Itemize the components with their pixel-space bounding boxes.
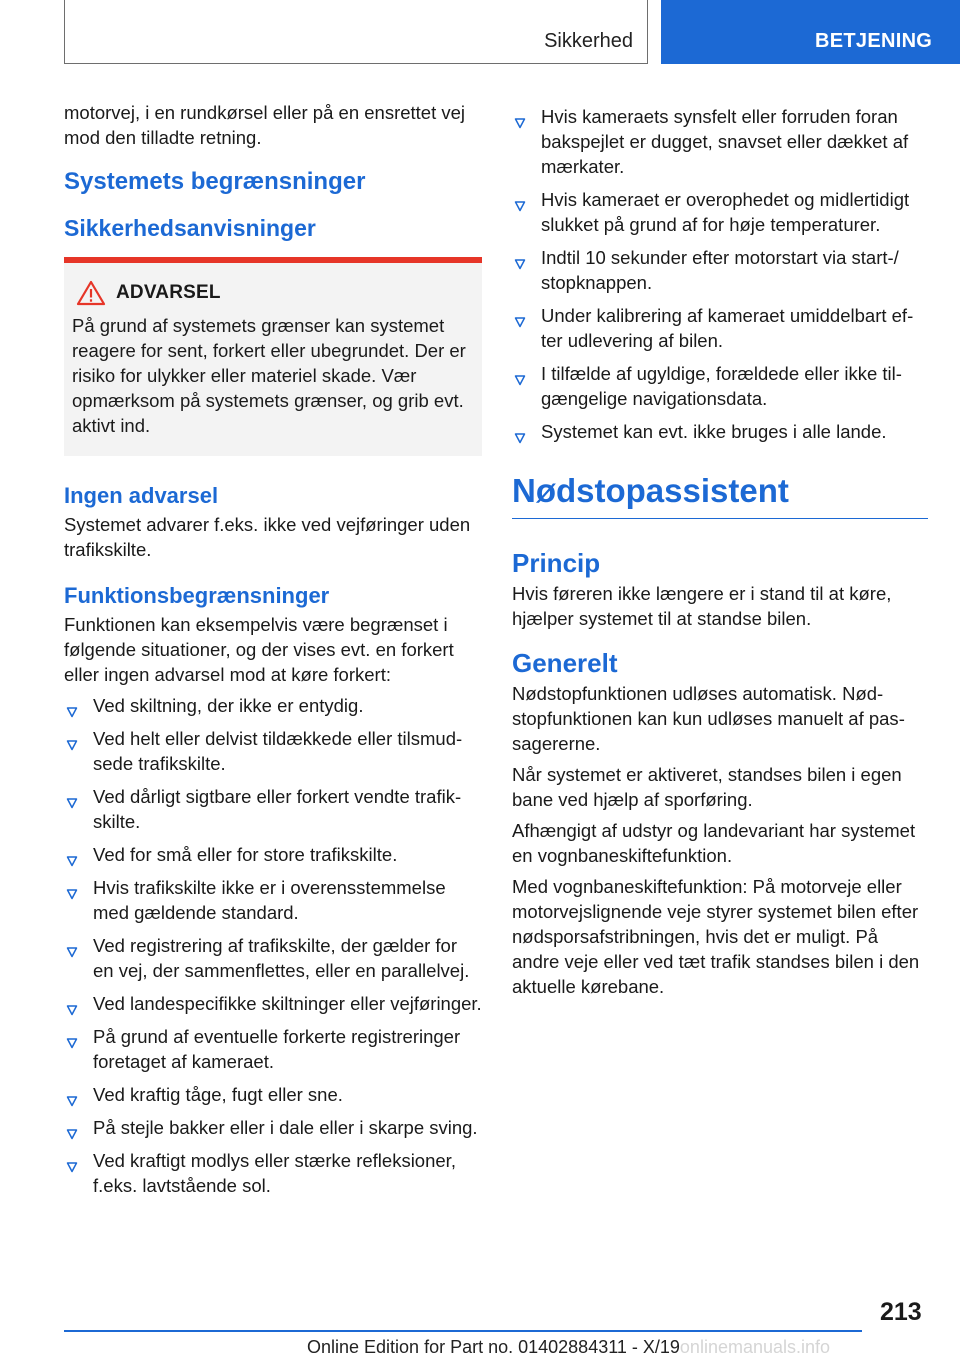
list-item: Systemet kan evt. ikke bruges i alle lande. xyxy=(512,419,928,444)
warning-text: På grund af systemets grænser kan systemet reagere for sent, forkert eller ubegrundet. Der er risiko for ulykker eller materiel skade. Vær opmærksom på systemets grænser, og grib evt. aktivt ind. xyxy=(72,315,466,436)
general-paragraph: Med vognbaneskiftefunktion: På motorveje eller motorvejslignende veje styrer systemet bilen efter nødsporsafstribningen, hvis det er muligt. På andre veje eller ved tæt trafik standses bilen i den aktuelle kørebane. xyxy=(512,876,920,997)
list-item: I tilfælde af ugyldige, forældede eller ikke tilgængelige navigationsdata. xyxy=(512,361,928,411)
warning-title: ADVARSEL xyxy=(116,282,221,303)
list-item: På grund af eventuelle forkerte registreringer foretaget af kameraet. xyxy=(64,1024,482,1074)
triangle-bullet-icon xyxy=(66,790,78,802)
triangle-bullet-icon xyxy=(514,367,526,379)
intro-paragraph: motorvej, i en rundkørsel eller på en ensrettet vej mod den tilladte retning. xyxy=(64,102,466,148)
triangle-bullet-icon xyxy=(66,1121,78,1133)
list-item: Hvis kameraets synsfelt eller forruden foran bakspejlet er dugget, snavset eller dækket af mærkater. xyxy=(512,104,928,179)
heading-principle: Princip xyxy=(512,548,601,578)
general-paragraph: Når systemet er aktiveret, standses bilen i egen bane ved hjælp af sporføring. xyxy=(512,764,902,810)
watermark-text: onlinemanuals.info xyxy=(679,1337,831,1357)
function-limits-list xyxy=(64,693,482,1198)
triangle-bullet-icon xyxy=(66,732,78,744)
triangle-bullet-icon xyxy=(514,251,526,263)
triangle-bullet-icon xyxy=(66,1154,78,1166)
triangle-bullet-icon xyxy=(66,1088,78,1100)
triangle-bullet-icon xyxy=(66,881,78,893)
triangle-bullet-icon xyxy=(66,1030,78,1042)
triangle-bullet-icon xyxy=(514,193,526,205)
general-paragraph: Afhængigt af udstyr og landevariant har systemet en vognbaneskiftefunktion. xyxy=(512,820,916,866)
general-paragraph: Nødstopfunktionen udløses automatisk. Nødstopfunktionen kan kun udløses manuelt af passagererne. xyxy=(512,683,905,754)
warning-triangle-icon xyxy=(76,280,110,306)
list-item: Ved kraftig tåge, fugt eller sne. xyxy=(64,1082,482,1107)
list-item: Indtil 10 sekunder efter motorstart via start-/ stopknappen. xyxy=(512,245,928,295)
list-item: Ved landespecifikke skiltninger eller vejføringer. xyxy=(64,991,482,1016)
heading-safety-notes: Sikkerhedsanvisninger xyxy=(64,215,316,241)
list-item: Ved for små eller for store trafikskilte. xyxy=(64,842,482,867)
triangle-bullet-icon xyxy=(66,939,78,951)
section-title: Sikkerhed xyxy=(544,30,633,52)
right-column xyxy=(512,100,928,1005)
left-column xyxy=(64,100,482,1206)
warning-header xyxy=(72,279,474,307)
triangle-bullet-icon xyxy=(66,997,78,1009)
list-item: Under kalibrering af kameraet umiddelbart efter udlevering af bilen. xyxy=(512,303,928,353)
triangle-bullet-icon xyxy=(514,425,526,437)
warning-box xyxy=(64,257,482,456)
page-number: 213 xyxy=(880,1298,922,1326)
camera-limits-list xyxy=(512,104,928,444)
heading-no-warning: Ingen advarsel xyxy=(64,483,219,508)
list-item: Hvis trafikskilte ikke er i overensstemmelse med gældende standard. xyxy=(64,875,482,925)
triangle-bullet-icon xyxy=(66,699,78,711)
footer-rule xyxy=(64,1330,862,1332)
edition-text: Online Edition for Part no. 01402884311 - X/19 xyxy=(307,1337,680,1357)
list-item: Hvis kameraet er overophedet og midlertidigt slukket på grund af for høje temperaturer. xyxy=(512,187,928,237)
heading-general: Generelt xyxy=(512,648,618,678)
function-limits-paragraph: Funktionen kan eksempelvis være begrænset i følgende situationer, og der vises evt. en forkert eller ingen advarsel mod at køre forkert: xyxy=(64,614,454,685)
list-item: Ved registrering af trafikskilte, der gælder for en vej, der sammenflettes, eller en parallelvej. xyxy=(64,933,482,983)
no-warning-paragraph: Systemet advarer f.eks. ikke ved vejføringer uden trafikskilte. xyxy=(64,514,471,560)
list-item: Ved skiltning, der ikke er entydig. xyxy=(64,693,482,718)
heading-emergency-stop-assistant: Nødstopassistent xyxy=(512,470,928,519)
triangle-bullet-icon xyxy=(66,848,78,860)
chapter-title: BETJENING xyxy=(815,30,933,52)
triangle-bullet-icon xyxy=(514,309,526,321)
chapter-tab xyxy=(661,0,960,64)
list-item: Ved kraftigt modlys eller stærke refleksioner, f.eks. lavtstående sol. xyxy=(64,1148,482,1198)
list-item: På stejle bakker eller i dale eller i skarpe sving. xyxy=(64,1115,482,1140)
heading-function-limits: Funktionsbegrænsninger xyxy=(64,583,330,608)
footer-edition xyxy=(307,1337,830,1358)
list-item: Ved helt eller delvist tildækkede eller tilsmudsede trafikskilte. xyxy=(64,726,482,776)
list-item: Ved dårligt sigtbare eller forkert vendte trafikskilte. xyxy=(64,784,482,834)
triangle-bullet-icon xyxy=(514,110,526,122)
running-header-box xyxy=(64,0,648,64)
heading-system-limits: Systemets begrænsninger xyxy=(64,168,366,195)
principle-paragraph: Hvis føreren ikke længere er i stand til at køre, hjælper systemet til at standse bilen. xyxy=(512,583,892,629)
